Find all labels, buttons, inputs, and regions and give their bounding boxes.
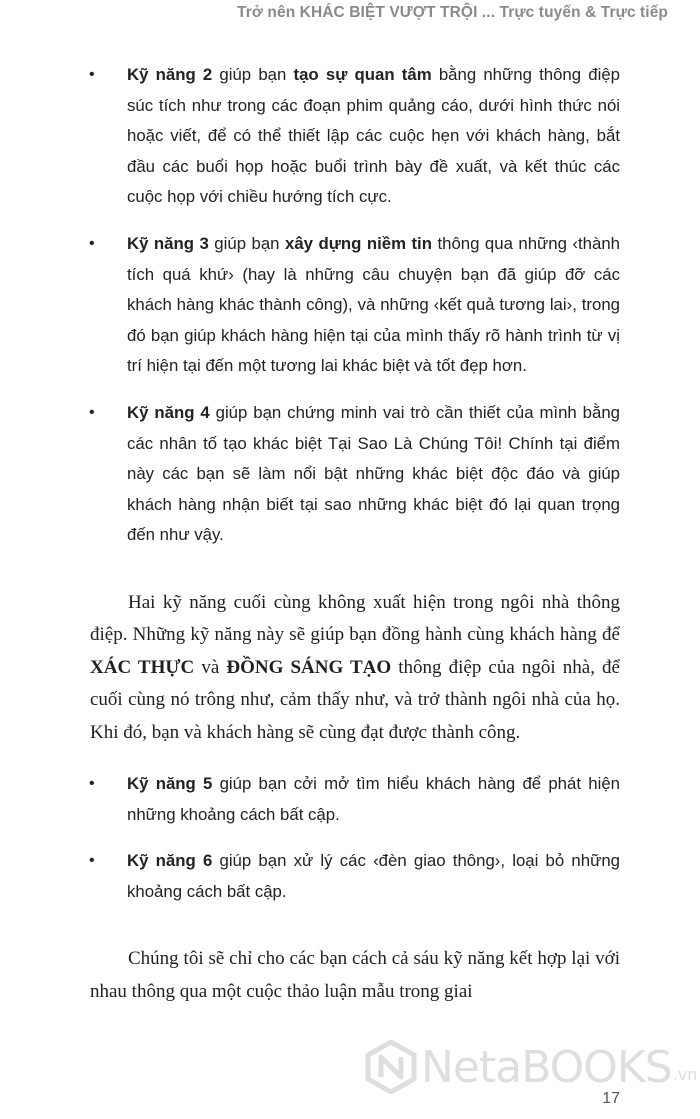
bullet-dot: • xyxy=(89,403,95,421)
skill-text: giúp bạn xyxy=(212,65,294,84)
page-content xyxy=(0,60,700,1008)
running-header: Trở nên KHÁC BIỆT VƯỢT TRỘI ... Trực tuyến & Trực tiếp xyxy=(237,4,668,21)
skill-label: Kỹ năng 3 xyxy=(127,233,209,253)
bullet-dot: • xyxy=(89,66,95,83)
bullet-skill-3 xyxy=(0,229,700,382)
skill-label: Kỹ năng 2 xyxy=(127,65,213,84)
skill-text: giúp bạn xyxy=(208,233,285,253)
watermark xyxy=(365,1040,697,1094)
skill-text: bằng những thông điệp súc tích như trong các đoạn phim quảng cáo, dưới hình thức nói hoặc viết, để có thể thiết lập các cuộc hẹn với khách hàng, bắt đầu các buổi họp hoặc buổi trình bày đề xuất, và kết thúc các cuộc họp với chiều hướng tích cực. xyxy=(127,65,620,207)
skill-label: Kỹ năng 4 xyxy=(127,402,210,422)
skill-highlight: xây dựng niềm tin xyxy=(284,233,432,253)
watermark-brand: NetaBOOKS xyxy=(421,1041,672,1093)
skill-text: giúp bạn xử lý các ‹đèn giao thông›, loại bỏ những khoảng cách bất cập. xyxy=(127,851,620,901)
bullet-skill-5 xyxy=(0,769,700,830)
bullet-skill-2 xyxy=(0,60,700,213)
paragraph-text: thông điệp của ngôi nhà, để cuối cùng nó trông như, cảm thấy như, và trở thành ngôi nhà của họ. Khi đó, bạn và khách hàng sẽ cùng đạt được thành công. xyxy=(90,656,620,743)
netabooks-logo-icon xyxy=(365,1040,417,1094)
emphasis-xac-thuc: XÁC THỰC xyxy=(90,656,195,678)
body-paragraph-1 xyxy=(0,587,700,749)
emphasis-dong-sang-tao: ĐỒNG SÁNG TẠO xyxy=(226,656,392,678)
skills-list-bottom xyxy=(0,769,700,907)
skill-label: Kỹ năng 6 xyxy=(127,851,213,871)
skill-text: thông qua những ‹thành tích quá khứ› (hay là những câu chuyện bạn đã giúp đỡ các khách hàng khác thành công), và những ‹kết quả tương lai›, trong đó bạn giúp khách hàng hiện tại của mình thấy rõ hành trình từ vị trí hiện tại đến một tương lai khác biệt và tốt đẹp hơn. xyxy=(127,233,621,376)
paragraph-text: và xyxy=(194,656,227,678)
body-paragraph-2: Chúng tôi sẽ chỉ cho các bạn cách cả sáu kỹ năng kết hợp lại với nhau thông qua một cuộc thảo luận mẫu trong giai xyxy=(90,948,620,1002)
page-number: 17 xyxy=(602,1090,620,1107)
paragraph-text: Hai kỹ năng cuối cùng không xuất hiện trong ngôi nhà thông điệp. Những kỹ năng này sẽ giúp bạn đồng hành cùng khách hàng để xyxy=(90,591,620,646)
bullet-skill-6 xyxy=(0,846,700,907)
bullet-dot: • xyxy=(89,234,95,252)
bullet-dot: • xyxy=(89,774,95,792)
skill-text: giúp bạn chứng minh vai trò cần thiết của mình bằng các nhân tố tạo khác biệt Tại Sao Là Chúng Tôi! Chính tại điểm này các bạn sẽ làm nổi bật những khác biệt độc đáo và giúp khách hàng nhận biết tại sao những khác biệt đó lại quan trọng đến như vậy. xyxy=(127,402,620,545)
bullet-dot: • xyxy=(89,852,95,870)
skill-label: Kỹ năng 5 xyxy=(127,773,213,793)
skill-highlight: tạo sự quan tâm xyxy=(293,65,432,84)
skill-text: giúp bạn cởi mở tìm hiểu khách hàng để phát hiện những khoảng cách bất cập. xyxy=(127,773,620,824)
watermark-suffix: .vn xyxy=(672,1065,698,1084)
bullet-skill-4 xyxy=(0,398,700,551)
skills-list-top xyxy=(0,60,700,551)
